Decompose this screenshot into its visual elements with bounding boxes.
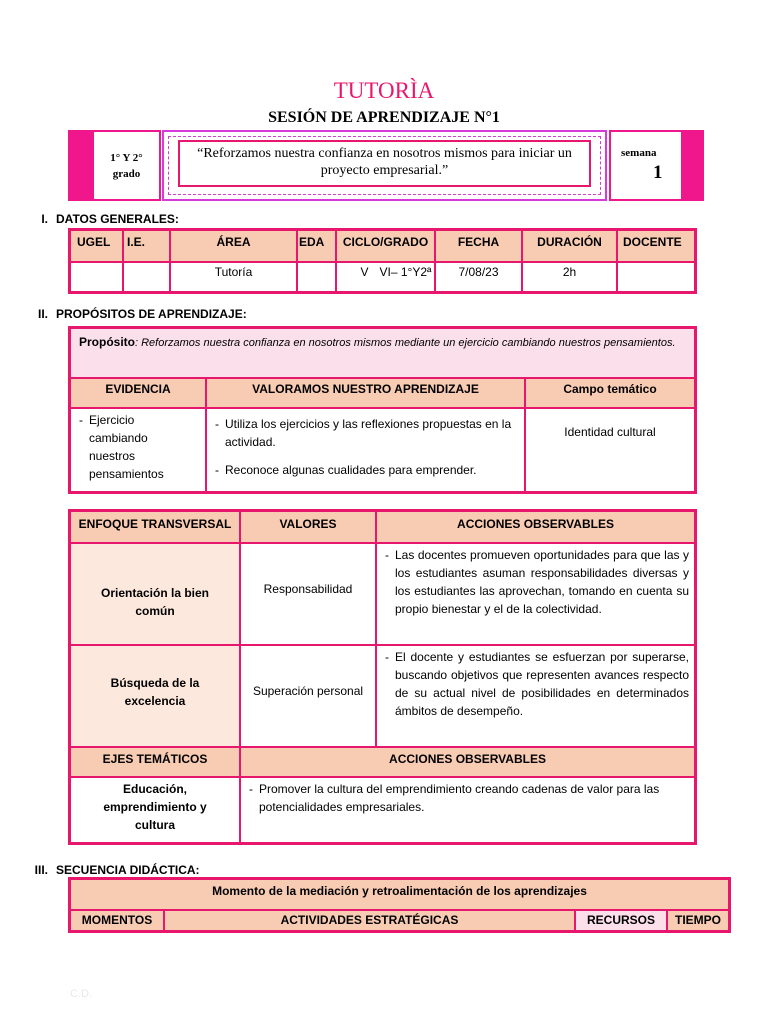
grade-line2: grado — [112, 167, 141, 180]
divider — [71, 407, 694, 409]
campo-tematico: Identidad cultural — [564, 425, 656, 439]
col-docente: DOCENTE — [623, 235, 682, 249]
value-fecha: 7/08/23 — [458, 265, 499, 279]
divider — [122, 231, 124, 291]
proposito-label: Propósito — [79, 335, 135, 349]
section-secuencia-heading — [28, 863, 200, 877]
divider — [71, 776, 694, 778]
valoramos-list — [207, 415, 523, 479]
eje-acciones-list — [241, 780, 681, 816]
col-enfoque: ENFOQUE TRANSVERSAL — [78, 517, 232, 531]
week-label: semana — [621, 147, 657, 159]
valoramos-item: - Utiliza los ejercicios y las reflexiones propuestas en la actividad. — [207, 415, 523, 451]
valor-name: Responsabilidad — [263, 582, 353, 596]
col-acciones: ACCIONES OBSERVABLES — [457, 517, 614, 531]
section-title: DATOS GENERALES: — [56, 212, 179, 226]
enfoques-table — [68, 509, 697, 845]
value-ciclo: VI– 1°Y2ª — [379, 265, 432, 279]
divider — [71, 261, 694, 263]
accion-item: - Las docentes promueven oportunidades para que las y los estudiantes asuman responsabilidades diversas y los estudiantes las aprovechan, tomando en cuenta su propio bienestar y el de la colectividad. — [377, 546, 689, 618]
enfoque-name: Orientación la bien común — [100, 586, 210, 618]
col-recursos: RECURSOS — [586, 913, 655, 927]
acciones-list — [377, 546, 689, 618]
value-area: Tutoría — [214, 265, 253, 279]
enfoque-name: Búsqueda de la excelencia — [110, 676, 200, 708]
col-campo: Campo temático — [563, 382, 657, 396]
acciones-list — [377, 648, 689, 720]
value-eda: V — [360, 265, 369, 279]
col-evidencia: EVIDENCIA — [105, 382, 171, 396]
datos-table — [68, 228, 697, 294]
section-number: III. — [34, 863, 48, 877]
col-valores: VALORES — [279, 517, 337, 531]
header-accent-right — [683, 130, 704, 201]
col-ie: I.E. — [127, 235, 146, 249]
divider — [71, 542, 694, 544]
secuencia-banner: Momento de la mediación y retroalimentación de los aprendizajes — [212, 884, 587, 898]
proposito-text: : Reforzamos nuestra confianza en nosotros mismos mediante un ejercicio cambiando nuestros pensamientos. — [135, 337, 676, 349]
eje-accion-item: - Promover la cultura del emprendimiento creando cadenas de valor para las potencialidades empresariales. — [241, 780, 681, 816]
proposito — [79, 334, 679, 352]
session-title: “Reforzamos nuestra confianza en nosotros mismos para iniciar un proyecto empresarial.” — [178, 140, 591, 187]
col-fecha: FECHA — [457, 235, 500, 249]
header-accent-left — [68, 130, 92, 201]
evidencia-item: - Ejercicio cambiando nuestros pensamientos — [71, 411, 195, 483]
section-datos-heading — [28, 212, 179, 226]
col-ugel: UGEL — [77, 235, 111, 249]
grade-line1: 1° Y 2° — [110, 151, 143, 164]
col-area: ÁREA — [216, 235, 251, 249]
valoramos-item: - Reconoce algunas cualidades para emprender. — [207, 461, 523, 479]
col-valoramos: VALORAMOS NUESTRO APRENDIZAJE — [252, 382, 479, 396]
grade-box — [92, 130, 161, 201]
propositos-table — [68, 326, 697, 494]
divider — [296, 231, 298, 291]
week-box — [609, 130, 683, 201]
col-ejes-acciones: ACCIONES OBSERVABLES — [389, 752, 546, 766]
col-ciclo: CICLO/GRADO — [342, 235, 429, 249]
col-actividades: ACTIVIDADES ESTRATÉGICAS — [280, 913, 459, 927]
accion-item: - El docente y estudiantes se esfuerzan por superarse, buscando objetivos que representen avances respecto de su actual nivel de posibilidades en determinados ámbitos de desempeño. — [377, 648, 689, 720]
footer-watermark: C.D. — [70, 988, 92, 1000]
secuencia-table — [68, 877, 731, 933]
valor-name: Superación personal — [252, 684, 364, 698]
week-number: 1 — [653, 162, 663, 183]
col-tiempo: TIEMPO — [674, 913, 721, 927]
col-momentos: MOMENTOS — [81, 913, 153, 927]
section-number: II. — [37, 307, 48, 321]
value-duracion: 2h — [562, 265, 577, 279]
divider — [71, 644, 694, 646]
divider — [616, 231, 618, 291]
section-propositos-heading — [28, 307, 247, 321]
eje-name: Educación, emprendimiento y cultura — [103, 782, 207, 832]
session-heading: SESIÓN DE APRENDIZAJE N°1 — [268, 109, 500, 126]
session-title-box — [162, 130, 607, 201]
page-title: TUTORÌA — [333, 78, 435, 103]
section-title: PROPÓSITOS DE APRENDIZAJE: — [56, 307, 247, 321]
evidencia-list — [71, 411, 195, 483]
col-eda: EDA — [299, 235, 325, 249]
section-title: SECUENCIA DIDÁCTICA: — [56, 863, 200, 877]
col-ejes: EJES TEMÁTICOS — [102, 752, 208, 766]
section-number: I. — [41, 212, 48, 226]
col-duracion: DURACIÓN — [537, 235, 602, 249]
